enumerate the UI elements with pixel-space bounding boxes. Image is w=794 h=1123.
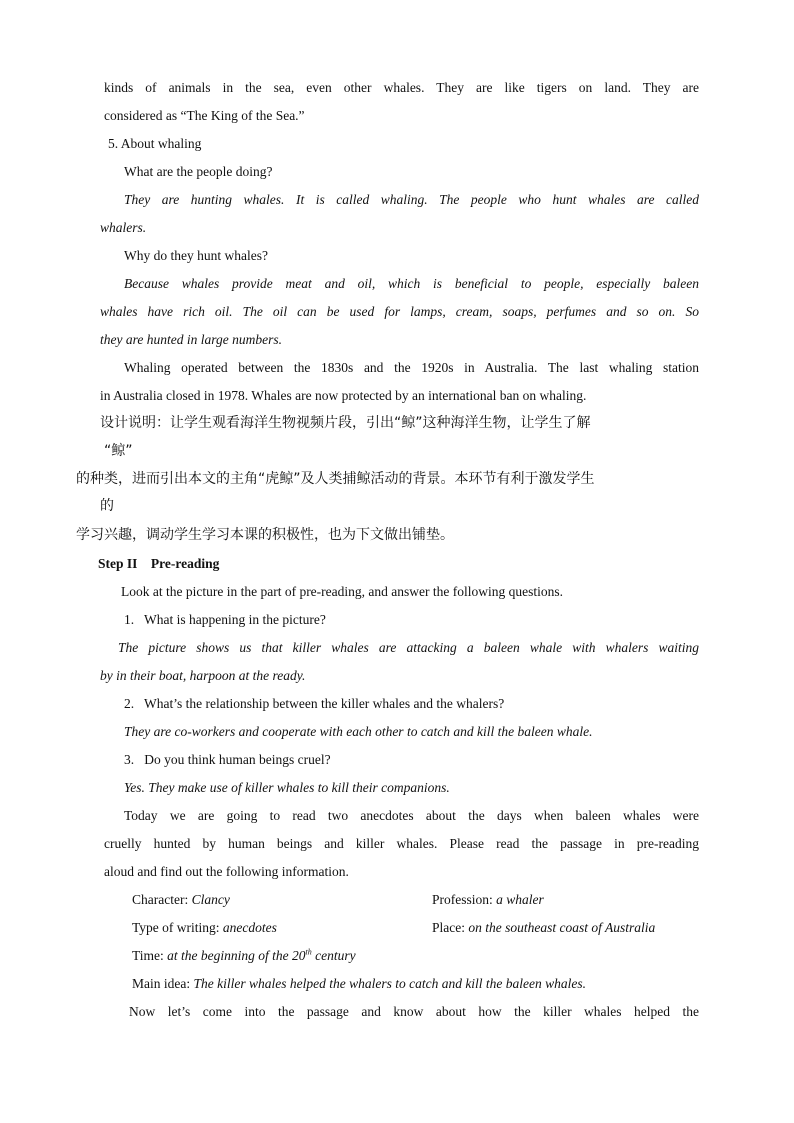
info-value: The killer whales helped the whalers to catch and kill the baleen whales. xyxy=(193,976,587,991)
info-value: Clancy xyxy=(191,892,230,907)
design-note-line: 的种类，进而引出本文的主角“虎鲸”及人类捕鲸活动的背景。本环节有利于激发学生 xyxy=(76,471,595,487)
answer-line: The picture shows us that killer whales are attacking a baleen whale with whalers waiting xyxy=(118,640,699,655)
paragraph-line: Today we are going to read two anecdotes about the days when baleen whales were xyxy=(124,808,699,823)
section-heading: 5. About whaling xyxy=(108,136,202,151)
paragraph-line: considered as “The King of the Sea.” xyxy=(104,108,305,123)
info-profession xyxy=(432,891,544,909)
answer-line: they are hunted in large numbers. xyxy=(100,332,282,347)
step-heading: Step II Pre-reading xyxy=(98,556,220,571)
info-label: Type of writing: xyxy=(132,920,220,935)
info-label: Profession: xyxy=(432,892,493,907)
info-type xyxy=(132,919,277,937)
answer-line: Yes. They make use of killer whales to kill their companions. xyxy=(124,780,450,795)
design-note-line: 学习兴趣，调动学生学习本课的积极性，也为下文做出铺垫。 xyxy=(76,527,454,543)
answer-line: Because whales provide meat and oil, which is beneficial to people, especially baleen xyxy=(124,276,699,291)
info-value: anecdotes xyxy=(222,920,277,935)
info-label: Place: xyxy=(432,920,465,935)
info-character xyxy=(132,891,230,909)
info-main-idea xyxy=(132,975,586,993)
info-label: Main idea: xyxy=(132,976,191,991)
answer-line: by in their boat, harpoon at the ready. xyxy=(100,668,306,683)
info-value: a whaler xyxy=(496,892,544,907)
paragraph-line: in Australia closed in 1978. Whales are now protected by an international ban on whaling. xyxy=(100,388,587,403)
question: 1. What is happening in the picture? xyxy=(124,612,326,627)
question: 2. What’s the relationship between the killer whales and the whalers? xyxy=(124,696,505,711)
answer-line: whales have rich oil. The oil can be used for lamps, cream, soaps, perfumes and so on. So xyxy=(100,304,699,319)
paragraph-line: Whaling operated between the 1830s and the 1920s in Australia. The last whaling station xyxy=(124,360,699,375)
info-time xyxy=(132,947,356,965)
info-value: on the southeast coast of Australia xyxy=(468,920,656,935)
design-note-line: 的 xyxy=(100,498,114,514)
paragraph-line: cruelly hunted by human beings and killer whales. Please read the passage in pre-reading xyxy=(104,836,699,851)
paragraph-line: kinds of animals in the sea, even other whales. They are like tigers on land. They are xyxy=(104,80,699,95)
info-place xyxy=(432,919,655,937)
question: 3. Do you think human beings cruel? xyxy=(124,752,331,767)
paragraph-line: Now let’s come into the passage and know about how the killer whales helped the xyxy=(129,1004,699,1019)
answer-line: They are co-workers and cooperate with each other to catch and kill the baleen whale. xyxy=(124,724,593,739)
paragraph-line: aloud and find out the following information. xyxy=(104,864,349,879)
instruction: Look at the picture in the part of pre-reading, and answer the following questions. xyxy=(121,584,563,599)
question: Why do they hunt whales? xyxy=(124,248,268,263)
answer-line: They are hunting whales. It is called whaling. The people who hunt whales are called xyxy=(124,192,699,207)
answer-line: whalers. xyxy=(100,220,147,235)
question: What are the people doing? xyxy=(124,164,273,179)
info-label: Character: xyxy=(132,892,189,907)
design-note-line: “鲸” xyxy=(104,443,133,459)
design-note-line: 设计说明：让学生观看海洋生物视频片段，引出“鲸”这种海洋生物，让学生了解 xyxy=(100,415,591,431)
info-label: Time: xyxy=(132,948,164,963)
info-value: at the beginning of the 20th century xyxy=(167,947,356,963)
